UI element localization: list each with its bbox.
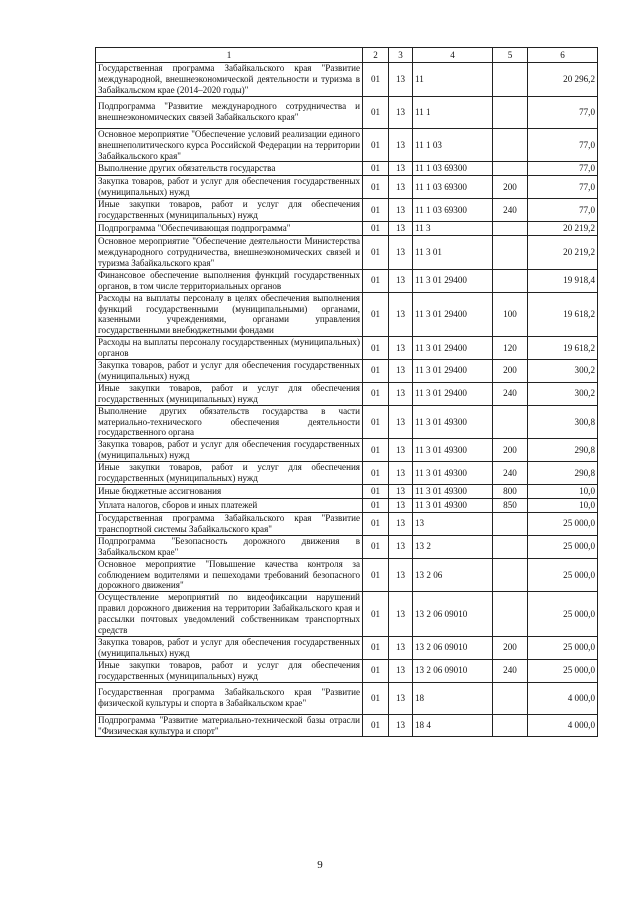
row-rz: 01 xyxy=(363,558,389,592)
row-sum: 19 618,2 xyxy=(528,292,598,337)
row-name: Осуществление мероприятий по видеофиксации нарушений правил дорожного движения на территории Забайкальского края и рассылки почтовых уведомлений собственникам транспортных средств xyxy=(96,592,363,637)
row-sum: 77,0 xyxy=(528,162,598,176)
table-row xyxy=(96,96,598,128)
row-vr: 240 xyxy=(493,382,528,405)
row-cs: 11 3 01 29400 xyxy=(413,269,493,292)
row-sum: 19 618,2 xyxy=(528,337,598,360)
row-sum: 25 000,0 xyxy=(528,558,598,592)
row-rz: 01 xyxy=(363,96,389,128)
row-rz: 01 xyxy=(363,176,389,199)
row-cs: 11 3 01 29400 xyxy=(413,292,493,337)
row-pr: 13 xyxy=(389,405,413,439)
row-sum: 290,8 xyxy=(528,462,598,485)
row-rz: 01 xyxy=(363,236,389,270)
row-pr: 13 xyxy=(389,269,413,292)
row-rz: 01 xyxy=(363,162,389,176)
row-pr: 13 xyxy=(389,360,413,383)
row-pr: 13 xyxy=(389,162,413,176)
row-cs: 11 1 03 69300 xyxy=(413,176,493,199)
row-rz: 01 xyxy=(363,292,389,337)
row-rz: 01 xyxy=(363,592,389,637)
col-header-3: 3 xyxy=(389,48,413,63)
table-row xyxy=(96,63,598,97)
row-name: Иные закупки товаров, работ и услуг для обеспечения государственных (муниципальных) нужд xyxy=(96,382,363,405)
row-vr: 240 xyxy=(493,462,528,485)
row-sum: 10,0 xyxy=(528,499,598,513)
row-pr: 13 xyxy=(389,176,413,199)
table-row xyxy=(96,236,598,270)
row-cs: 13 2 06 09010 xyxy=(413,636,493,659)
table-row xyxy=(96,513,598,536)
row-vr xyxy=(493,269,528,292)
row-rz: 01 xyxy=(363,63,389,97)
row-sum: 20 296,2 xyxy=(528,63,598,97)
row-vr xyxy=(493,96,528,128)
row-name: Расходы на выплаты персоналу государственных (муниципальных) органов xyxy=(96,337,363,360)
row-sum: 300,2 xyxy=(528,360,598,383)
row-name: Государственная программа Забайкальского края "Развитие транспортной системы Забайкальского края" xyxy=(96,513,363,536)
row-name: Расходы на выплаты персоналу в целях обеспечения выполнения функций государственными (муниципальными) органами, казенными учреждениями, органами управления государственными внебюджетными фондами xyxy=(96,292,363,337)
row-vr: 120 xyxy=(493,337,528,360)
row-sum: 25 000,0 xyxy=(528,535,598,558)
row-name: Иные закупки товаров, работ и услуг для обеспечения государственных (муниципальных) нужд xyxy=(96,462,363,485)
row-cs: 11 1 03 69300 xyxy=(413,199,493,222)
row-cs: 11 3 01 49300 xyxy=(413,405,493,439)
row-pr: 13 xyxy=(389,337,413,360)
row-pr: 13 xyxy=(389,96,413,128)
row-name: Иные закупки товаров, работ и услуг для обеспечения государственных (муниципальных) нужд xyxy=(96,199,363,222)
row-name: Основное мероприятие "Повышение качества контроля за соблюдением водителями и пешеходами требований безопасного дорожного движения" xyxy=(96,558,363,592)
row-name: Государственная программа Забайкальского края "Развитие международной, внешнеэкономической деятельности и туризма в Забайкальском крае (2014–2020 годы)" xyxy=(96,63,363,97)
col-header-5: 5 xyxy=(493,48,528,63)
row-pr: 13 xyxy=(389,499,413,513)
row-name: Основное мероприятие "Обеспечение условий реализации единого внешнеполитического курса Российской Федерации на территории Забайкальского края" xyxy=(96,128,363,162)
row-cs: 11 3 01 xyxy=(413,236,493,270)
row-name: Подпрограмма "Развитие международного сотрудничества и внешнеэкономических связей Забайкальского края" xyxy=(96,96,363,128)
row-vr xyxy=(493,236,528,270)
row-vr xyxy=(493,405,528,439)
row-cs: 11 3 01 49300 xyxy=(413,499,493,513)
page-number: 9 xyxy=(317,859,323,871)
row-sum: 300,8 xyxy=(528,405,598,439)
row-name: Закупка товаров, работ и услуг для обеспечения государственных (муниципальных) нужд xyxy=(96,439,363,462)
row-sum: 25 000,0 xyxy=(528,592,598,637)
row-rz: 01 xyxy=(363,199,389,222)
table-row xyxy=(96,558,598,592)
row-vr: 800 xyxy=(493,485,528,499)
row-vr: 200 xyxy=(493,636,528,659)
table-row xyxy=(96,682,598,714)
row-cs: 11 1 xyxy=(413,96,493,128)
table-row xyxy=(96,659,598,682)
row-sum: 25 000,0 xyxy=(528,659,598,682)
budget-table xyxy=(95,47,598,737)
row-name: Выполнение других обязательств государства xyxy=(96,162,363,176)
row-vr: 200 xyxy=(493,439,528,462)
row-cs: 11 3 01 29400 xyxy=(413,360,493,383)
row-rz: 01 xyxy=(363,222,389,236)
row-sum: 20 219,2 xyxy=(528,236,598,270)
row-rz: 01 xyxy=(363,382,389,405)
row-sum: 25 000,0 xyxy=(528,513,598,536)
row-sum: 4 000,0 xyxy=(528,682,598,714)
row-rz: 01 xyxy=(363,535,389,558)
table-row xyxy=(96,292,598,337)
row-name: Подпрограмма "Развитие материально-технической базы отрасли "Физическая культура и спорт" xyxy=(96,714,363,737)
row-pr: 13 xyxy=(389,513,413,536)
row-pr: 13 xyxy=(389,535,413,558)
row-cs: 13 2 06 xyxy=(413,558,493,592)
row-pr: 13 xyxy=(389,382,413,405)
row-sum: 19 918,4 xyxy=(528,269,598,292)
row-cs: 11 3 01 29400 xyxy=(413,382,493,405)
row-rz: 01 xyxy=(363,485,389,499)
table-row xyxy=(96,382,598,405)
table-row xyxy=(96,360,598,383)
row-sum: 20 219,2 xyxy=(528,222,598,236)
table-row xyxy=(96,499,598,513)
row-sum: 300,2 xyxy=(528,382,598,405)
row-vr xyxy=(493,558,528,592)
row-sum: 290,8 xyxy=(528,439,598,462)
row-vr xyxy=(493,128,528,162)
row-name: Иные закупки товаров, работ и услуг для обеспечения государственных (муниципальных) нужд xyxy=(96,659,363,682)
row-vr xyxy=(493,63,528,97)
row-pr: 13 xyxy=(389,462,413,485)
row-vr xyxy=(493,682,528,714)
row-vr: 240 xyxy=(493,199,528,222)
table-row xyxy=(96,269,598,292)
row-cs: 11 3 01 49300 xyxy=(413,462,493,485)
row-sum: 77,0 xyxy=(528,176,598,199)
row-pr: 13 xyxy=(389,714,413,737)
row-pr: 13 xyxy=(389,292,413,337)
row-name: Основное мероприятие "Обеспечение деятельности Министерства международного сотрудничества, внешнеэкономических связей и туризма Забайкальского края" xyxy=(96,236,363,270)
row-name: Закупка товаров, работ и услуг для обеспечения государственных (муниципальных) нужд xyxy=(96,176,363,199)
row-pr: 13 xyxy=(389,558,413,592)
table-row xyxy=(96,485,598,499)
row-cs: 13 2 xyxy=(413,535,493,558)
table-row xyxy=(96,337,598,360)
row-name: Закупка товаров, работ и услуг для обеспечения государственных (муниципальных) нужд xyxy=(96,636,363,659)
row-cs: 11 3 01 49300 xyxy=(413,439,493,462)
row-vr: 100 xyxy=(493,292,528,337)
table-row xyxy=(96,176,598,199)
row-name: Подпрограмма "Обеспечивающая подпрограмма" xyxy=(96,222,363,236)
row-name: Выполнение других обязательств государства в части материально-технического обеспечения деятельности государственного органа xyxy=(96,405,363,439)
row-pr: 13 xyxy=(389,222,413,236)
row-cs: 11 3 01 29400 xyxy=(413,337,493,360)
row-rz: 01 xyxy=(363,337,389,360)
row-rz: 01 xyxy=(363,128,389,162)
row-sum: 77,0 xyxy=(528,199,598,222)
table-row xyxy=(96,714,598,737)
row-vr xyxy=(493,592,528,637)
row-vr xyxy=(493,222,528,236)
row-pr: 13 xyxy=(389,682,413,714)
table-row xyxy=(96,592,598,637)
row-pr: 13 xyxy=(389,592,413,637)
row-pr: 13 xyxy=(389,485,413,499)
row-sum: 77,0 xyxy=(528,128,598,162)
table-body xyxy=(96,63,598,737)
row-name: Финансовое обеспечение выполнения функций государственных органов, в том числе территориальных органов xyxy=(96,269,363,292)
row-name: Подпрограмма "Безопасность дорожного движения в Забайкальском крае" xyxy=(96,535,363,558)
row-pr: 13 xyxy=(389,236,413,270)
row-pr: 13 xyxy=(389,128,413,162)
row-sum: 10,0 xyxy=(528,485,598,499)
row-pr: 13 xyxy=(389,199,413,222)
col-header-6: 6 xyxy=(528,48,598,63)
row-name: Государственная программа Забайкальского края "Развитие физической культуры и спорта в Забайкальском крае" xyxy=(96,682,363,714)
row-vr xyxy=(493,714,528,737)
row-vr: 240 xyxy=(493,659,528,682)
row-cs: 11 1 03 69300 xyxy=(413,162,493,176)
row-cs: 11 3 xyxy=(413,222,493,236)
row-vr: 850 xyxy=(493,499,528,513)
row-sum: 25 000,0 xyxy=(528,636,598,659)
row-rz: 01 xyxy=(363,405,389,439)
row-rz: 01 xyxy=(363,682,389,714)
table-row xyxy=(96,222,598,236)
row-cs: 13 2 06 09010 xyxy=(413,592,493,637)
row-vr xyxy=(493,162,528,176)
table-row xyxy=(96,439,598,462)
table-row xyxy=(96,199,598,222)
row-rz: 01 xyxy=(363,659,389,682)
row-rz: 01 xyxy=(363,714,389,737)
row-name: Закупка товаров, работ и услуг для обеспечения государственных (муниципальных) нужд xyxy=(96,360,363,383)
col-header-2: 2 xyxy=(363,48,389,63)
row-vr xyxy=(493,513,528,536)
row-name: Уплата налогов, сборов и иных платежей xyxy=(96,499,363,513)
table-row xyxy=(96,128,598,162)
row-pr: 13 xyxy=(389,659,413,682)
col-header-1: 1 xyxy=(96,48,363,63)
row-cs: 13 xyxy=(413,513,493,536)
row-cs: 13 2 06 09010 xyxy=(413,659,493,682)
row-sum: 77,0 xyxy=(528,96,598,128)
row-vr: 200 xyxy=(493,176,528,199)
header-row xyxy=(96,48,598,63)
row-pr: 13 xyxy=(389,63,413,97)
row-cs: 18 xyxy=(413,682,493,714)
row-rz: 01 xyxy=(363,499,389,513)
row-rz: 01 xyxy=(363,636,389,659)
row-sum: 4 000,0 xyxy=(528,714,598,737)
row-name: Иные бюджетные ассигнования xyxy=(96,485,363,499)
row-rz: 01 xyxy=(363,360,389,383)
row-vr: 200 xyxy=(493,360,528,383)
row-rz: 01 xyxy=(363,439,389,462)
col-header-4: 4 xyxy=(413,48,493,63)
row-vr xyxy=(493,535,528,558)
row-cs: 11 3 01 49300 xyxy=(413,485,493,499)
row-rz: 01 xyxy=(363,269,389,292)
row-cs: 11 1 03 xyxy=(413,128,493,162)
row-rz: 01 xyxy=(363,462,389,485)
table-row xyxy=(96,636,598,659)
table-row xyxy=(96,405,598,439)
table-row xyxy=(96,462,598,485)
row-cs: 18 4 xyxy=(413,714,493,737)
row-cs: 11 xyxy=(413,63,493,97)
row-rz: 01 xyxy=(363,513,389,536)
table-row xyxy=(96,535,598,558)
row-pr: 13 xyxy=(389,439,413,462)
table-row xyxy=(96,162,598,176)
row-pr: 13 xyxy=(389,636,413,659)
